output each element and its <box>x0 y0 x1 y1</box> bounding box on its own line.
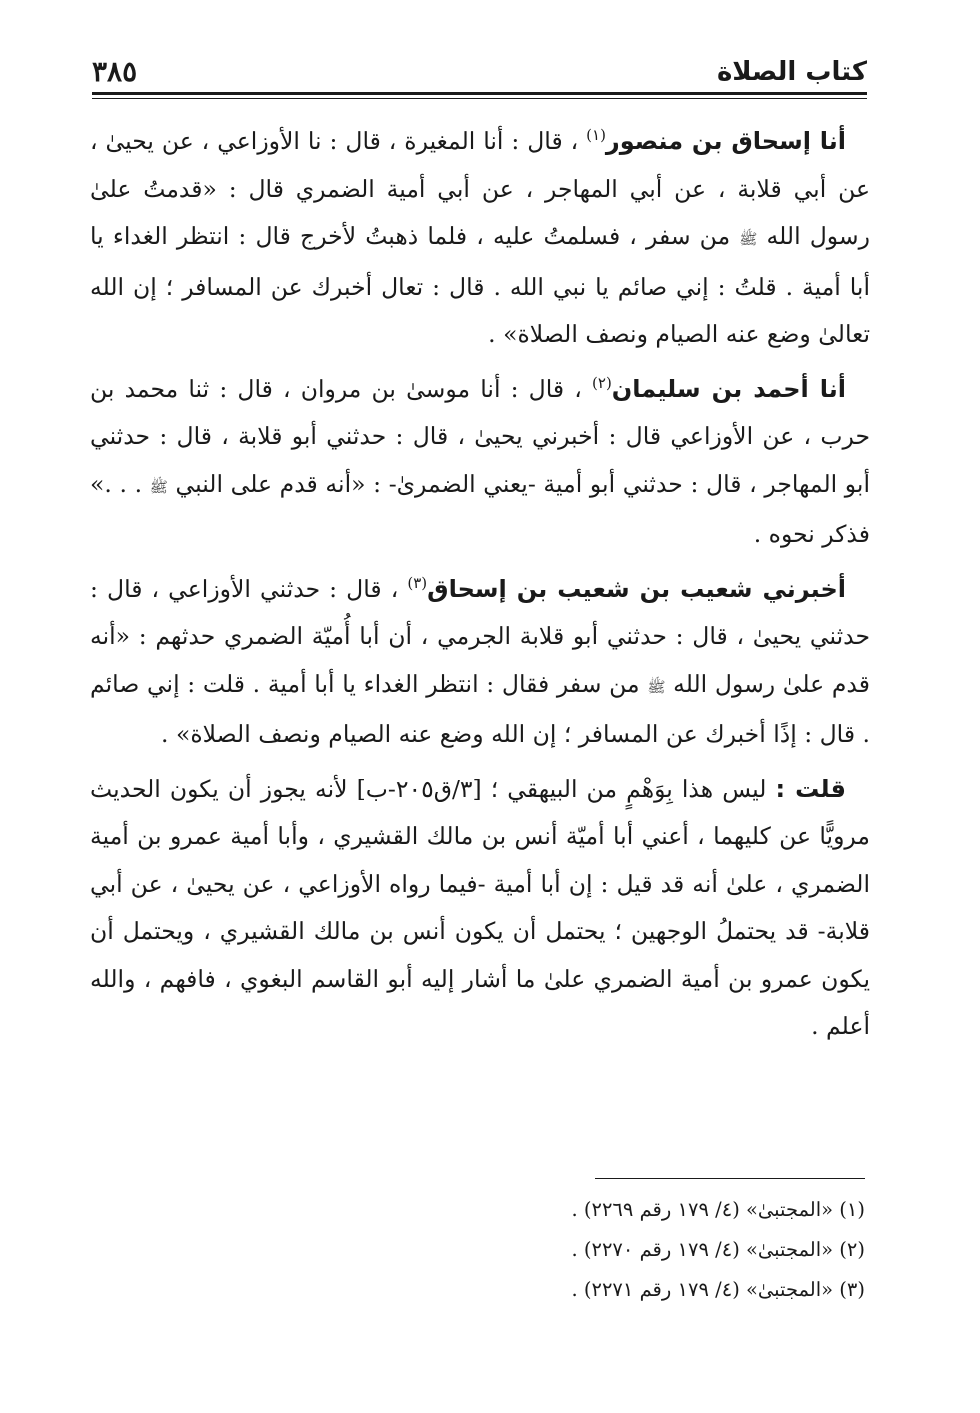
header-rule-thin <box>92 98 867 99</box>
paragraph-text-continued: من سفر ، فسلمتُ عليه ، فلما ذهبتُ لأخرج قال : انتظر الغداء يا أبا أمية . قلتُ : إني صائم يا نبي الله . قال : تعال أخبرك عن المسافر ؛ إن الله تعالىٰ وضع عنه الصيام ونصف الصلاة» . <box>90 222 870 348</box>
main-text <box>90 118 870 1058</box>
paragraph-commentary <box>90 766 870 1051</box>
footnote-ref: (١) <box>586 126 606 145</box>
paragraph-text: ، قال : حدثني الأوزاعي ، قال : حدثني يحيىٰ ، قال : حدثني أبو قلابة الجرمي ، أن أبا أُميّة الضمري حدثهم : «أنه قدم علىٰ رسول الله <box>90 574 870 698</box>
running-title: كتاب الصلاة <box>716 57 867 87</box>
paragraph-hadith-2 <box>90 366 870 559</box>
footnote-ref: (٢) <box>592 373 612 392</box>
page-number: ٣٨٥ <box>92 55 138 88</box>
paragraph-hadith-3 <box>90 566 870 759</box>
footnote-ref: (٣) <box>407 573 428 592</box>
honorific-glyph: ﷺ <box>647 677 666 696</box>
paragraph-text: ، قال : أنا المغيرة ، قال : نا الأوزاعي ، عن يحيىٰ ، عن أبي قلابة ، عن أبي المهاجر ، عن أبي أمية الضمري قال : «قدمتُ علىٰ رسول الله <box>90 127 870 250</box>
paragraph-text: ، قال : أنا موسىٰ بن مروان ، قال : ثنا محمد بن حرب ، عن الأوزاعي قال : أخبرني يحيىٰ ، قال : حدثني أبو قلابة ، قال : حدثني أبو المهاجر ، قال : حدثني أبو أمية -يعني الضمرىٰ- : «أنه قدم على النبي <box>90 374 870 498</box>
honorific-glyph: ﷺ <box>739 230 758 248</box>
commentary-lead: قلت : <box>775 774 846 803</box>
isnad-lead: أخبرني شعيب بن شعيب بن إسحاق <box>427 574 846 603</box>
footnote-separator <box>595 1178 865 1179</box>
paragraph-text-continued: . . .» فذكر نحوه . <box>90 469 870 548</box>
honorific-glyph: ﷺ <box>149 477 168 496</box>
paragraph-text-continued: من سفر فقال : انتظر الغداء يا أبا أمية . قلت : إني صائم . قال : إذًا أخبرك عن المسافر ؛ إن الله وضع عنه الصيام ونصف الصلاة» . <box>90 669 870 748</box>
isnad-lead: أنا أحمد بن سليمان <box>611 374 846 403</box>
paragraph-hadith-1 <box>90 118 870 359</box>
footnote-3: (٣) «المجتبىٰ» (٤/ ١٧٩ رقم ٢٢٧١) . <box>571 1278 865 1301</box>
footnote-1: (١) «المجتبىٰ» (٤/ ١٧٩ رقم ٢٢٦٩) . <box>571 1198 865 1221</box>
footnote-2: (٢) «المجتبىٰ» (٤/ ١٧٩ رقم ٢٢٧٠) . <box>571 1238 865 1261</box>
paragraph-text: ليس هذا بِوَهْمٍ من البيهقي ؛ [٣/ق٢٠٥-ب] لأنه يجوز أن يكون الحديث مرويًّا عن كليهما ، أعني أبا أميّة أنس بن مالك القشيري ، وأبا أمية عمرو بن أمية الضمري ، علىٰ أنه قد قيل : إن أبا أمية -فيما رواه الأوزاعي ، عن يحيىٰ ، عن أبي قلابة- قد يحتملُ الوجهين ؛ يحتمل أن يكون أنس بن مالك القشيري ، ويحتمل أن يكون عمرو بن أمية الضمري علىٰ ما أشار إليه أبو القاسم البغوي ، فافهم ، والله أعلم . <box>90 774 870 1040</box>
page-header <box>92 50 867 98</box>
footnotes <box>400 1190 865 1310</box>
header-rule-thick <box>92 92 867 95</box>
isnad-lead: أنا إسحاق بن منصور <box>605 127 846 155</box>
